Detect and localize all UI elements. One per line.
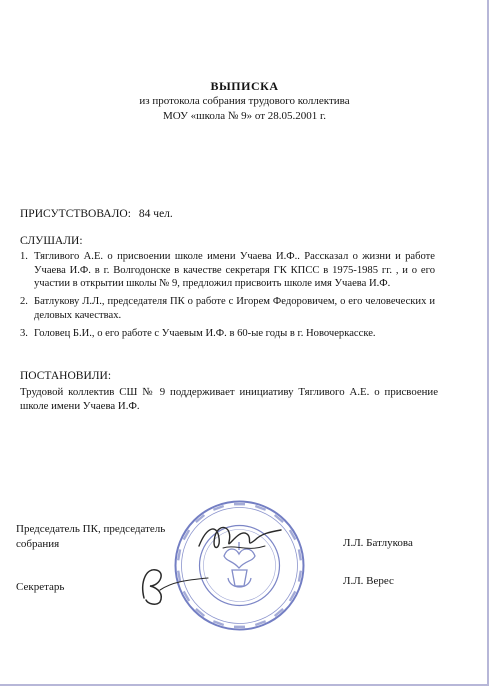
list-item xyxy=(20,250,435,291)
list-item xyxy=(20,295,435,322)
heard-heading: СЛУШАЛИ: xyxy=(20,235,83,247)
attendance-label: ПРИСУТСТВОВАЛО: xyxy=(20,208,131,220)
chair-label: Председатель ПК, председатель собрания xyxy=(16,523,166,550)
list-item xyxy=(20,327,435,341)
document-title: ВЫПИСКА xyxy=(210,79,279,93)
secretary-name: Л.Л. Верес xyxy=(343,575,394,587)
secretary-signature-icon xyxy=(134,560,214,608)
chair-name: Л.Л. Батлукова xyxy=(343,537,413,549)
decision-text: Трудовой коллектив СШ № 9 поддерживает инициативу Тягливого А.Е. о присвоение школе имени Учаева И.Ф. xyxy=(20,386,438,412)
list-item-text: Головец Б.И., о его работе с Учаевым И.Ф. в 60-ые годы в г. Новочеркасске. xyxy=(34,327,376,339)
list-item-text: Батлукову Л.Л., председателя ПК о работе с Игорем Федоровичем, о его человеческих и деловых качествах. xyxy=(34,296,435,321)
document-header xyxy=(0,79,489,124)
chair-signature-icon xyxy=(195,518,285,558)
list-item-number: 1. xyxy=(20,251,28,262)
document-subtitle-line2: МОУ «школа № 9» от 28.05.2001 г. xyxy=(162,110,327,122)
secretary-label: Секретарь xyxy=(16,581,65,593)
heard-list xyxy=(20,250,435,344)
decided-heading: ПОСТАНОВИЛИ: xyxy=(20,370,112,382)
attendance-line xyxy=(20,208,173,220)
document-subtitle-line1: из протокола собрания трудового коллектива xyxy=(139,95,350,107)
list-item-number: 3. xyxy=(20,327,28,339)
list-item-number: 2. xyxy=(20,296,28,308)
attendance-value: 84 чел. xyxy=(138,208,173,220)
list-item-text: Тягливого А.Е. о присвоении школе имени Учаева И.Ф.. Рассказал о жизни и работе Учаева И.Ф. в г. Волгодонске в качестве секретаря ГК КПСС в 1975-1985 гг. , и о его участии в открытии школы № 9, предложил присвоить школе имя Учаева И.Ф. xyxy=(34,251,435,290)
